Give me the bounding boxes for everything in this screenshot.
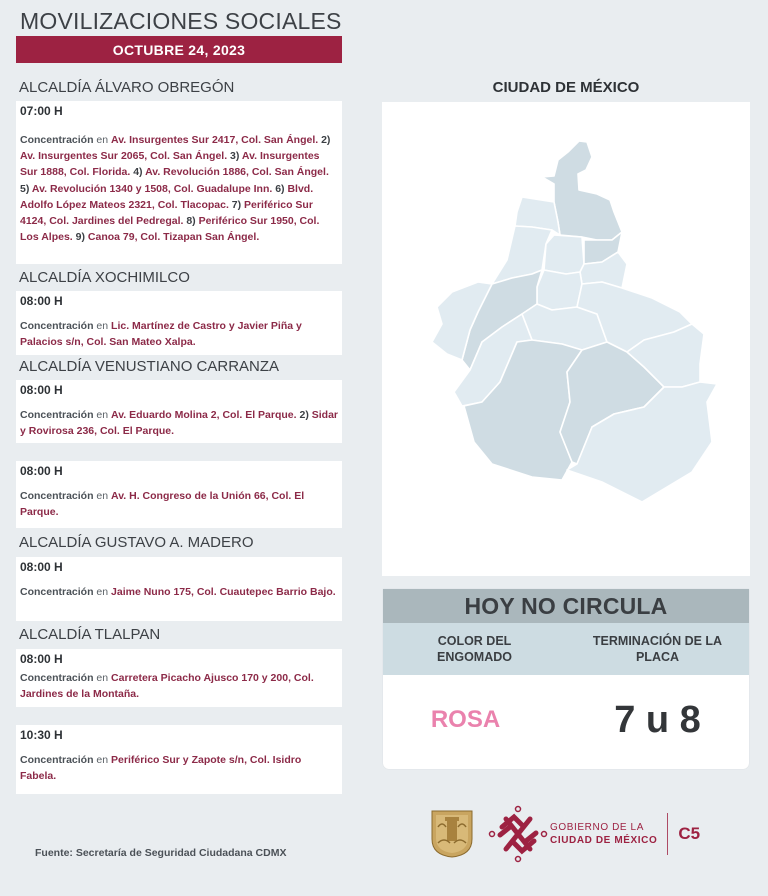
engomado-color-value: ROSA xyxy=(430,706,501,733)
hoy-no-circula-headers xyxy=(383,623,749,675)
cdmx-shield-icon xyxy=(430,809,474,859)
address-index: 4) xyxy=(130,166,146,179)
event-type-label: Concentración xyxy=(20,409,94,421)
event-time: 10:30 H xyxy=(20,728,63,742)
event-type-label: Concentración xyxy=(20,490,94,502)
color-engomado-header xyxy=(383,623,566,675)
hoy-no-circula-values xyxy=(383,675,749,769)
event-type-label: Concentración xyxy=(20,754,94,766)
terminacion-placa-label: TERMINACIÓN DE LA PLACA xyxy=(592,634,723,664)
color-engomado-label: COLOR DEL ENGOMADO xyxy=(437,634,512,664)
gob-line-1: GOBIERNO DE LA xyxy=(550,822,644,833)
event-card xyxy=(16,101,342,264)
event-address: Carretera Picacho Ajusco 170 y 200, Col. Jardines de la Montaña. xyxy=(20,672,314,701)
event-address: Av. Insurgentes Sur 2417, Col. San Ángel. xyxy=(111,134,319,146)
event-time: 08:00 H xyxy=(20,560,63,574)
event-time: 08:00 H xyxy=(20,464,63,478)
event-card xyxy=(16,380,342,443)
date-banner: OCTUBRE 24, 2023 xyxy=(16,36,342,63)
address-index: 7) xyxy=(228,198,245,211)
event-type-label: Concentración xyxy=(20,320,94,332)
map-panel xyxy=(382,102,750,576)
section-title-venustiano-carranza: ALCALDÍA VENUSTIANO CARRANZA xyxy=(19,358,280,375)
footer-logos xyxy=(430,806,700,862)
event-address: Sidar y Rovirosa 236, Col. El Parque. xyxy=(20,409,338,438)
event-address: Av. Eduardo Molina 2, Col. El Parque. xyxy=(111,409,297,421)
color-value-cell xyxy=(383,675,566,769)
event-description xyxy=(20,670,338,702)
event-card xyxy=(16,291,342,355)
event-address: Av. Revolución 1886, Col. San Ángel. xyxy=(145,166,329,179)
logo-divider xyxy=(667,813,668,855)
map-title: CIUDAD DE MÉXICO xyxy=(492,79,640,96)
event-address: Periférico Sur 4124, Col. Jardines del Pedregal. xyxy=(20,198,313,228)
event-card xyxy=(16,461,342,528)
event-connector: en xyxy=(93,134,112,146)
event-connector: en xyxy=(93,409,112,421)
event-card xyxy=(16,649,342,707)
gobierno-cdmx-wordmark xyxy=(550,821,657,847)
event-connector: en xyxy=(93,586,112,598)
event-address: Blvd. Adolfo López Mateos 2321, Col. Tlacopac. xyxy=(20,182,314,211)
event-connector: en xyxy=(93,320,112,332)
address-index: 2) xyxy=(296,409,312,421)
page-title: MOVILIZACIONES SOCIALES xyxy=(20,8,342,34)
hoy-no-circula-panel xyxy=(383,589,749,769)
event-address: Av. Insurgentes Sur 2065, Col. San Ángel. xyxy=(20,150,228,163)
event-time: 08:00 H xyxy=(20,652,63,666)
source-credit: Fuente: Secretaría de Seguridad Ciudadana CDMX xyxy=(35,847,287,859)
event-address: Av. Revolución 1340 y 1508, Col. Guadalupe Inn. xyxy=(31,182,273,195)
event-card xyxy=(16,557,342,621)
section-title-xochimilco: ALCALDÍA XOCHIMILCO xyxy=(19,269,190,286)
address-index: 6) xyxy=(272,182,288,195)
event-description xyxy=(20,132,338,245)
c5-logo: C5 xyxy=(678,824,701,843)
event-connector: en xyxy=(93,754,112,766)
event-description xyxy=(20,318,338,350)
event-description xyxy=(20,584,338,600)
event-description xyxy=(20,752,338,784)
event-address: Periférico Sur y Zapote s/n, Col. Isidro Fabela. xyxy=(20,754,302,783)
event-address: Periférico Sur 1950, Col. Los Alpes. xyxy=(20,215,320,244)
section-title-tlalpan: ALCALDÍA TLALPAN xyxy=(19,626,161,643)
event-address: Av. Insurgentes Sur 1888, Col. Florida. xyxy=(20,150,320,179)
gobierno-cdmx-knot-icon xyxy=(488,805,548,863)
address-index: 9) xyxy=(72,231,88,244)
event-time: 07:00 H xyxy=(20,104,63,118)
event-connector: en xyxy=(93,490,112,502)
cdmx-map-icon xyxy=(382,102,750,576)
hoy-no-circula-title: HOY NO CIRCULA xyxy=(383,589,749,623)
event-connector: en xyxy=(93,672,112,684)
event-time: 08:00 H xyxy=(20,383,63,397)
address-index: 8) xyxy=(183,215,199,228)
address-index: 5) xyxy=(20,182,32,195)
event-address: Lic. Martínez de Castro y Javier Piña y Palacios s/n, Col. San Mateo Xalpa. xyxy=(20,320,302,349)
section-title-gustavo-a-madero: ALCALDÍA GUSTAVO A. MADERO xyxy=(19,534,254,551)
terminacion-placa-header xyxy=(566,623,749,675)
gob-line-2: CIUDAD DE MÉXICO xyxy=(550,835,658,846)
event-address: Av. H. Congreso de la Unión 66, Col. El Parque. xyxy=(20,490,305,519)
event-type-label: Concentración xyxy=(20,672,94,684)
event-description xyxy=(20,488,338,520)
plate-ending-value: 7 u 8 xyxy=(614,698,701,741)
event-description xyxy=(20,407,338,439)
section-title-alvaro-obregon: ALCALDÍA ÁLVARO OBREGÓN xyxy=(19,79,235,96)
event-time: 08:00 H xyxy=(20,294,63,308)
plate-value-cell xyxy=(566,675,749,769)
event-type-label: Concentración xyxy=(20,586,94,598)
event-address: Canoa 79, Col. Tizapan San Ángel. xyxy=(87,231,260,244)
event-type-label: Concentración xyxy=(20,134,94,146)
event-address: Jaime Nuno 175, Col. Cuautepec Barrio Bajo. xyxy=(111,586,336,598)
address-index: 2) xyxy=(318,134,331,146)
event-card xyxy=(16,725,342,794)
address-index: 3) xyxy=(227,150,242,163)
